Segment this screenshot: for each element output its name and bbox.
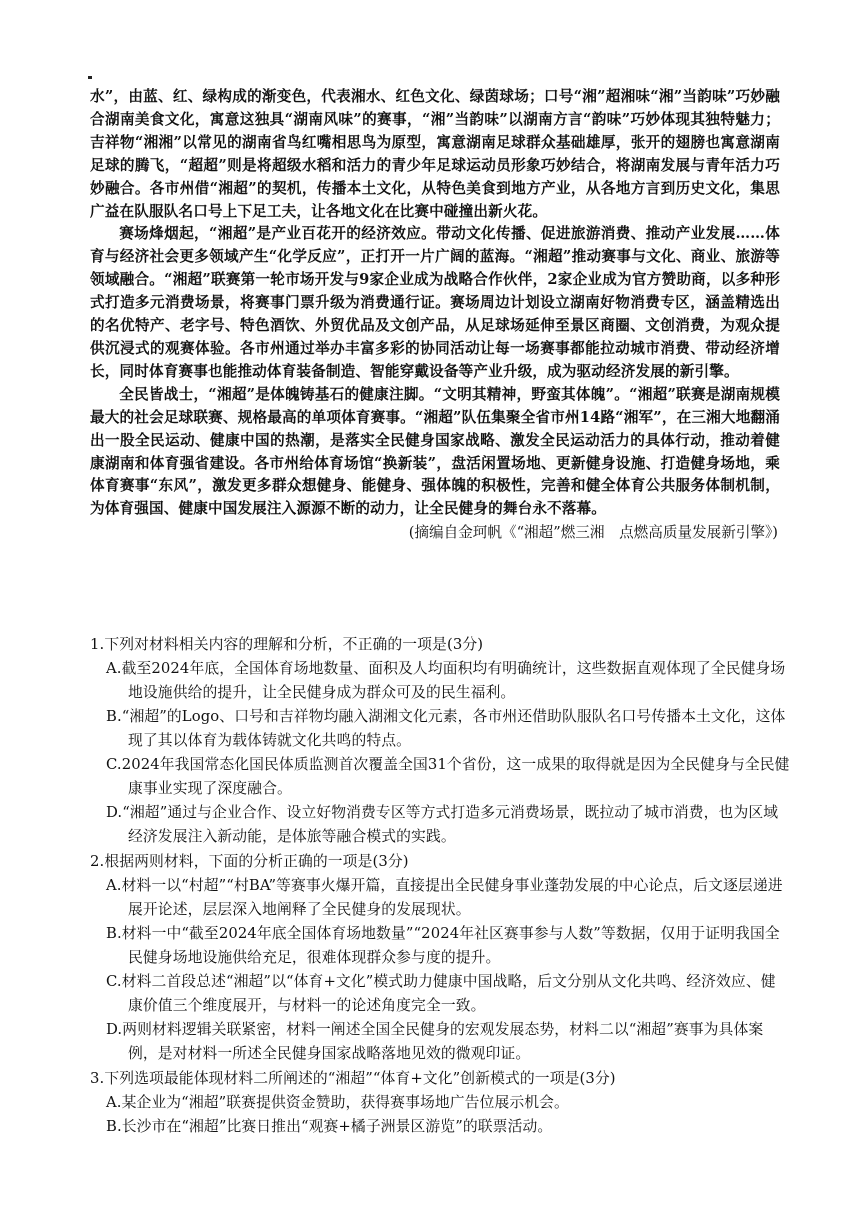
question-stem: 3.下列选项最能体现材料二所阐述的“湘超”“体育+文化”创新模式的一项是(3分) [90, 1070, 616, 1087]
page-mark [88, 76, 92, 79]
option-b: B.长沙市在“湘超”比赛日推出“观赛+橘子洲景区游览”的联票活动。 [106, 1118, 553, 1135]
question-list [90, 632, 790, 1139]
reading-passage [90, 86, 780, 544]
passage-source: (摘编自金珂帆《“湘超”燃三湘 点燃高质量发展新引擎》) [408, 524, 778, 542]
option-a: A.材料一以“村超”“村BA”等赛事火爆开篇，直接提出全民健身事业蓬勃发展的中心论点，后文逐层递进展开论述，层层深入地阐释了全民健身的发展现状。 [106, 877, 783, 918]
option-b: B.“湘超”的Logo、口号和吉祥物均融入湖湘文化元素，各市州还借助队服队名口号传播本土文化，这体现了其以体育为载体铸就文化共鸣的特点。 [106, 708, 786, 749]
question-3 [90, 1066, 790, 1139]
option-a: A.截至2024年底，全国体育场地数量、面积及人均面积均有明确统计，这些数据直观体现了全民健身场地设施供给的提升，让全民健身成为群众可及的民生福利。 [106, 660, 786, 701]
option-c: C.2024年我国常态化国民体质监测首次覆盖全国31个省份，这一成果的取得就是因为全民健身与全民健康事业实现了深度融合。 [106, 756, 790, 797]
passage-paragraph-1: 水”，由蓝、红、绿构成的渐变色，代表湘水、红色文化、绿茵球场；口号“湘”超湘味“湘”当韵味”巧妙融合湖南美食文化，寓意这独具“湖南风味”的赛事，“湘”当韵味”以湖南方言“韵味”巧妙体现其独特魅力；吉祥物“湘湘”以常见的湖南省鸟红嘴相思鸟为原型，寓意湖南足球群众基础雄厚，张开的翅膀也寓意湖南足球的腾飞，“超超”则是将超级水稻和活力的青少年足球运动员形象巧妙结合，将湖南发展与青年活力巧妙融合。各市州借“湘超”的契机，传播本土文化，从特色美食到地方产业，从各地方言到历史文化，集思广益在队服队名口号上下足工夫，让各地文化在比赛中碰撞出新火花。 [90, 88, 780, 220]
question-stem: 2.根据两则材料，下面的分析正确的一项是(3分) [90, 853, 409, 870]
option-b: B.材料一中“截至2024年底全国体育场地数量”“2024年社区赛事参与人数”等数据，仅用于证明我国全民健身场地设施供给充足，很难体现群众参与度的提升。 [106, 925, 780, 966]
passage-paragraph-2: 赛场烽烟起，“湘超”是产业百花开的经济效应。带动文化传播、促进旅游消费、推动产业发展……体育与经济社会更多领域产生“化学反应”，正打开一片广阔的蓝海。“湘超”推动赛事与文化、商业、旅游等领域融合。“湘超”联赛第一轮市场开发与9家企业成为战略合作伙伴，2家企业成为官方赞助商，以多种形式打造多元消费场景，将赛事门票升级为消费通行证。赛场周边计划设立湖南好物消费专区，涵盖精选出的名优特产、老字号、特色酒饮、外贸优品及文创产品，从足球场延伸至景区商圈、文创消费，为观众提供沉浸式的观赛体验。各市州通过举办丰富多彩的协同活动让每一场赛事都能拉动城市消费、带动经济增长，同时体育赛事也能推动体育装备制造、智能穿戴设备等产业升级，成为驱动经济发展的新引擎。 [90, 225, 780, 380]
question-1 [90, 632, 790, 849]
option-c: C.材料二首段总述“湘超”以“体育+文化”模式助力健康中国战略，后文分别从文化共鸣、经济效应、健康价值三个维度展开，与材料一的论述角度完全一致。 [106, 973, 776, 1014]
option-d: D.两则材料逻辑关联紧密，材料一阐述全国全民健身的宏观发展态势，材料二以“湘超”赛事为具体案例，是对材料一所述全民健身国家战略落地见效的微观印证。 [106, 1021, 764, 1062]
option-a: A.某企业为“湘超”联赛提供资金赞助，获得赛事场地广告位展示机会。 [106, 1094, 569, 1111]
passage-paragraph-3: 全民皆战士，“湘超”是体魄铸基石的健康注脚。“文明其精神，野蛮其体魄”。“湘超”联赛是湖南规模最大的社会足球联赛、规格最高的单项体育赛事。“湘超”队伍集聚全省市州14路“湘军”，在三湘大地翻涌出一股全民运动、健康中国的热潮，是落实全民健身国家战略、激发全民运动活力的具体行动，推动着健康湖南和体育强省建设。各市州给体育场馆“换新装”，盘活闲置场地、更新健身设施、打造健身场地，乘体育赛事“东风”，激发更多群众想健身、能健身、强体魄的积极性，完善和健全体育公共服务体制机制，为体育强国、健康中国发展注入源源不断的动力，让全民健身的舞台永不落幕。 [90, 385, 780, 518]
option-d: D.“湘超”通过与企业合作、设立好物消费专区等方式打造多元消费场景，既拉动了城市消费，也为区域经济发展注入新动能，是体旅等融合模式的实践。 [106, 804, 779, 845]
question-stem: 1.下列对材料相关内容的理解和分析，不正确的一项是(3分) [90, 636, 484, 653]
question-2 [90, 849, 790, 1066]
